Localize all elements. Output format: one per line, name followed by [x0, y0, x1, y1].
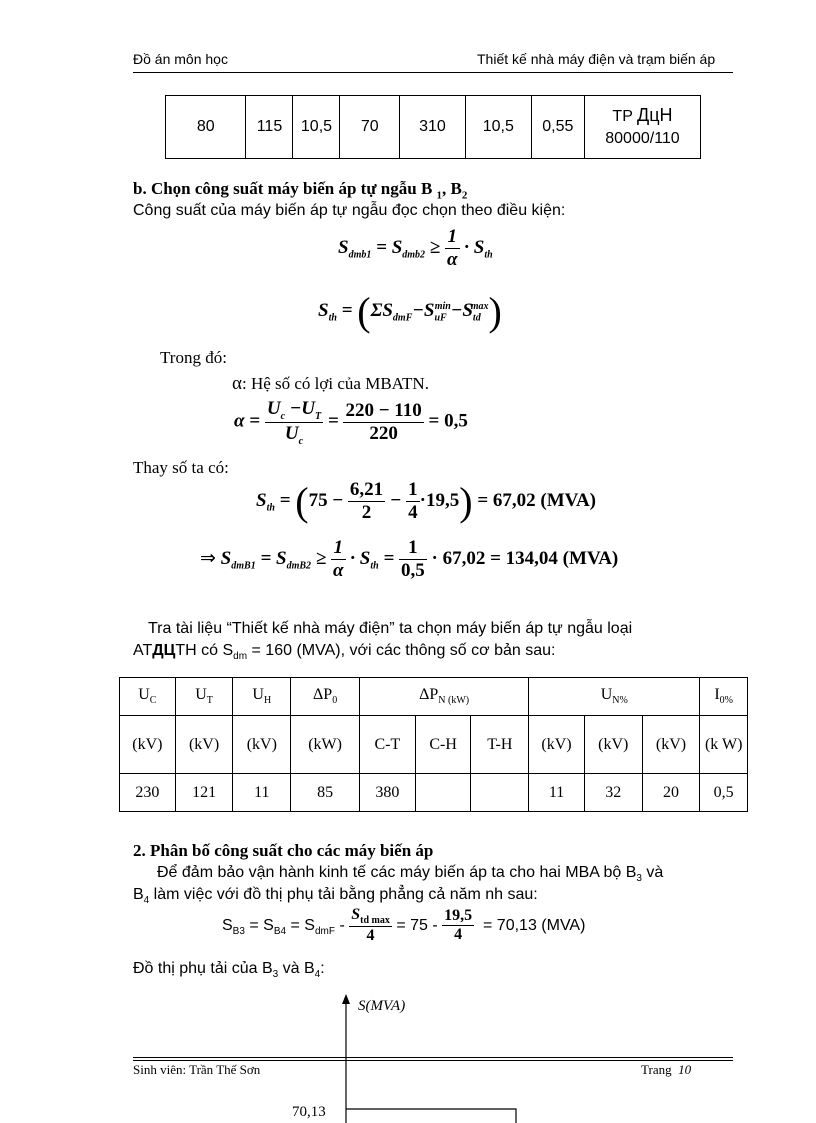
table-row: [120, 716, 748, 774]
graph-intro: Đồ thị phụ tải của $B_3$ và $B_4$:: [133, 960, 325, 981]
equation-2: $S_{th} = (\Sigma S_{dmF}-S_{uF}^{min}-S_{td}^{max})$: [318, 289, 502, 334]
section-b-line1: Công suất của máy biến áp tự ngẫu đọc chọn theo điều kiện:: [133, 202, 566, 219]
table-cell: $\Delta P_{N (kW)}$: [360, 678, 529, 716]
table-cell: 0,55: [531, 96, 584, 159]
table-cell: (kV): [642, 716, 700, 774]
y-axis-arrow-icon: [342, 994, 350, 1004]
table-cell: 11: [233, 774, 291, 812]
table-cell: $\Delta P_0$: [291, 678, 360, 716]
table-cell: 11: [529, 774, 585, 812]
table-cell-type: TP ДцН 80000/110: [584, 96, 700, 159]
table-cell: [415, 774, 471, 812]
table-cell: (kV): [529, 716, 585, 774]
table-cell: 32: [584, 774, 642, 812]
table-cell: T-H: [471, 716, 529, 774]
footer-rule: [133, 1057, 733, 1058]
table-cell: $I_{0\%}$: [700, 678, 748, 716]
table-cell: $U_T$: [175, 678, 233, 716]
trong-do: Trong đó:: [160, 348, 227, 367]
table-cell: (kV): [233, 716, 291, 774]
section-b-title: b. Chọn công suất máy biến áp tự ngẫu B $_1$, $B_2$: [133, 179, 468, 202]
table-cell: 85: [291, 774, 360, 812]
table-cell: (kV): [584, 716, 642, 774]
header-right: Thiết kế nhà máy điện và trạm biến áp: [477, 51, 716, 67]
table-row: [120, 774, 748, 812]
equation-5: ⇒ $S_{dmB1} = S_{dmB2}$ ≥ $\frac{1}{\alpha}$ · $S_{th}$ = $\frac{1}{0,5}$ · 67,02 = 134,04 (MVA): [200, 537, 619, 581]
footer-page: Trang 10: [641, 1062, 692, 1077]
table-cell: 80: [166, 96, 246, 159]
equation-1: $S_{dmb1} = S_{dmb2}$ ≥ $\frac{1}{\alpha}$ · $S_{th}$: [338, 226, 493, 270]
equation-6: $S_{B3} = S_{B4} = S_{dmF}$ - $\frac{S_{td max}}{4}$ = 75 - $\frac{19,5}{4}$ = 70,13 (MVA): [222, 906, 586, 945]
table-cell: 121: [175, 774, 233, 812]
equation-4: $S_{th} = (75$ − $\frac{6,21}{2}$ − $\frac{1}{4}$ ·19,5) = 67,02 (MVA): [256, 479, 597, 524]
table-cell: 310: [400, 96, 466, 159]
header-left: Đồ án môn học: [133, 51, 228, 67]
table-cell: (kV): [175, 716, 233, 774]
para-1-line1: Tra tài liệu “Thiết kế nhà máy điện” ta chọn máy biến áp tự ngẫu loại: [148, 620, 633, 637]
header-rule: [133, 72, 733, 73]
table-cell: 20: [642, 774, 700, 812]
table-row: [120, 678, 748, 716]
table-cell: $U_{N\%}$: [529, 678, 700, 716]
alpha-definition: α: Hệ số có lợi của MBATN.: [232, 373, 429, 394]
table-cell: 10,5: [465, 96, 531, 159]
table-cell: 0,5: [700, 774, 748, 812]
table-cell: (kW): [291, 716, 360, 774]
table-cell: $U_H$: [233, 678, 291, 716]
table-cell: [471, 774, 529, 812]
table-cell: C-T: [360, 716, 416, 774]
equation-3: α = $\frac{U_c -U_T}{U_c}$ = $\frac{220 - 110}{220}$ = 0,5: [234, 398, 468, 447]
graph-value-label: 70,13: [292, 1104, 326, 1120]
table-cell: (kV): [120, 716, 176, 774]
table-cell: (k W): [700, 716, 748, 774]
footer-left: Sinh viên: Trần Thế Sơn: [133, 1062, 261, 1077]
section-2-line2: $B_4$ làm việc với đồ thị phụ tải bằng phẳng cả năm nh sau:: [133, 886, 538, 907]
section-2-title: 2. Phân bố công suất cho các máy biến áp: [133, 841, 434, 860]
para-1-line2: ATДЦTH có $S_{dm} = 160$ (MVA), với các thông số cơ bản sau:: [133, 642, 556, 663]
footer-rule-2: [133, 1060, 733, 1061]
table-cell: $U_C$: [120, 678, 176, 716]
table-cell: C-H: [415, 716, 471, 774]
autotransformer-table: [119, 677, 748, 812]
table-cell: 115: [246, 96, 293, 159]
thay-so: Thay số ta có:: [133, 458, 229, 477]
load-step: [346, 1109, 516, 1123]
table-cell: 230: [120, 774, 176, 812]
graph-y-label: S(MVA): [358, 998, 406, 1014]
transformer-table-1: [165, 95, 701, 159]
table-cell: 380: [360, 774, 416, 812]
table-cell: 10,5: [293, 96, 340, 159]
section-2-line1: Để đảm bảo vận hành kinh tế các máy biến áp ta cho hai MBA bộ $B_3$ và: [157, 864, 664, 885]
table-row: [166, 96, 701, 159]
table-cell: 70: [340, 96, 400, 159]
